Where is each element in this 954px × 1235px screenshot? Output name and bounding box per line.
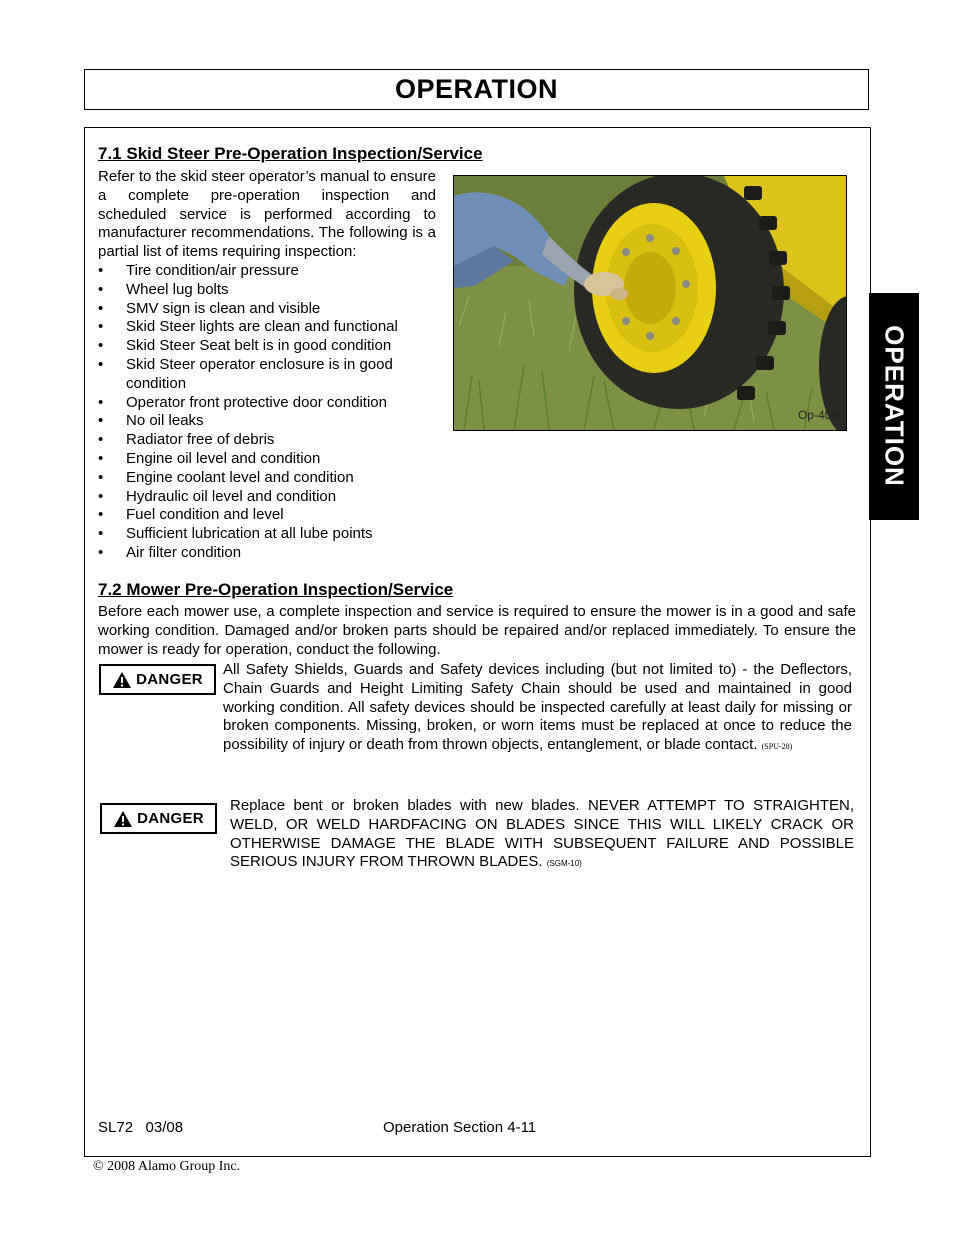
bullet-glyph: • [98,468,104,486]
list-item [98,412,438,431]
reference-code: (SPU-28) [761,742,793,752]
list-item [98,450,438,469]
section-heading-mower: 7.2 Mower Pre-Operation Inspection/Service [98,580,454,599]
list-item-text: Air filter condition [126,543,242,561]
list-item [98,544,438,563]
tire-inspection-photo [453,175,847,431]
list-item-text: Skid Steer operator enclosure is in good condition [126,355,393,392]
copyright-notice: © 2008 Alamo Group Inc. [93,1159,241,1174]
reference-code: (SGM-10) [546,859,582,869]
list-item-text: Engine oil level and condition [126,449,321,467]
bullet-glyph: • [98,412,104,430]
danger-label: DANGER [136,671,203,688]
tire-inspection-illustration [454,176,846,430]
section-heading-skid-steer: 7.1 Skid Steer Pre-Operation Inspection/Service [98,144,483,163]
list-item [98,356,438,394]
warning-triangle-icon [113,810,133,828]
bullet-glyph: • [98,449,104,467]
page-title: OPERATION [394,74,558,104]
list-item [98,281,438,300]
list-item-text: Operator front protective door condition [126,393,387,411]
list-item-text: Fuel condition and level [126,506,284,524]
list-item-text: Skid Steer Seat belt is in good condition [126,337,392,355]
list-item [98,431,438,450]
bullet-glyph: • [98,525,104,543]
bullet-glyph: • [98,393,104,411]
bullet-glyph: • [98,431,104,449]
bullet-glyph: • [98,318,104,336]
list-item-text: Sufficient lubrication at all lube points [126,525,373,543]
list-item [98,469,438,488]
danger-text: Replace bent or broken blades with new blades. NEVER ATTEMPT TO STRAIGHTEN, WELD, OR WELD HARDFACING ON BLADES SINCE THIS WILL LIKELY CRACK OR OTHERWISE DAMAGE THE BLADE WITH SUBSEQUENT FAILURE AND POSSIBLE SERIOUS INJURY FROM THROWN BLADES. [230,797,854,871]
danger-badge [100,803,217,834]
section-intro-mower: Before each mower use, a complete inspection and service is required to ensure the mower is in a good and safe working condition. Damaged and/or broken parts should be repaired and/or replaced immediately. To ensure the mower is ready for operation, conduct the following. [98,603,856,658]
bullet-glyph: • [98,262,104,279]
list-item [98,300,438,319]
side-tab-label: OPERATION [879,325,910,487]
danger-label: DANGER [137,810,204,827]
list-item [98,337,438,356]
list-item [98,488,438,507]
side-tab [869,293,919,520]
footer-page-number: Operation Section 4-11 [383,1119,537,1136]
list-item [98,506,438,525]
bullet-glyph: • [98,543,104,561]
bullet-glyph: • [98,355,104,373]
list-item-text: Skid Steer lights are clean and functional [126,318,398,336]
bullet-glyph: • [98,506,104,524]
list-item [98,262,438,281]
list-item [98,525,438,544]
bullet-glyph: • [98,280,104,298]
warning-triangle-icon [112,671,132,689]
bullet-glyph: • [98,337,104,355]
list-item-text: Engine coolant level and condition [126,468,354,486]
list-item [98,394,438,413]
danger-message-safety-shields [223,661,852,757]
bullet-glyph: • [98,487,104,505]
inspection-list [98,262,438,563]
footer-model-date: SL72 03/08 [98,1119,184,1136]
list-item-text: Hydraulic oil level and condition [126,487,337,505]
list-item-text: Wheel lug bolts [126,280,229,298]
bullet-glyph: • [98,299,104,317]
list-item-text: SMV sign is clean and visible [126,299,321,317]
section-intro-skid-steer: Refer to the skid steer operator’s manual to ensure a complete pre-operation inspection and scheduled service is performed according to manufacturer recommendations. The following is a partial list of items requiring inspection: [98,168,436,261]
figure-label: Op-404 [797,408,838,422]
list-item [98,318,438,337]
list-item-text: Radiator free of debris [126,431,275,449]
list-item-text: Tire condition/air pressure [126,262,299,279]
danger-badge [99,664,216,695]
danger-message-blades [230,797,854,874]
list-item-text: No oil leaks [126,412,204,430]
page-header [84,69,869,110]
danger-text: All Safety Shields, Guards and Safety devices including (but not limited to) - the Deflectors, Chain Guards and Height Limiting Safety Chain should be used and maintained in good working condition. All safety devices should be inspected carefully at least daily for missing or broken components. Missing, broken, or worn items must be replaced at once to reduce the possibility of injury or death from thrown objects, entanglement, or blade contact. [223,661,852,754]
